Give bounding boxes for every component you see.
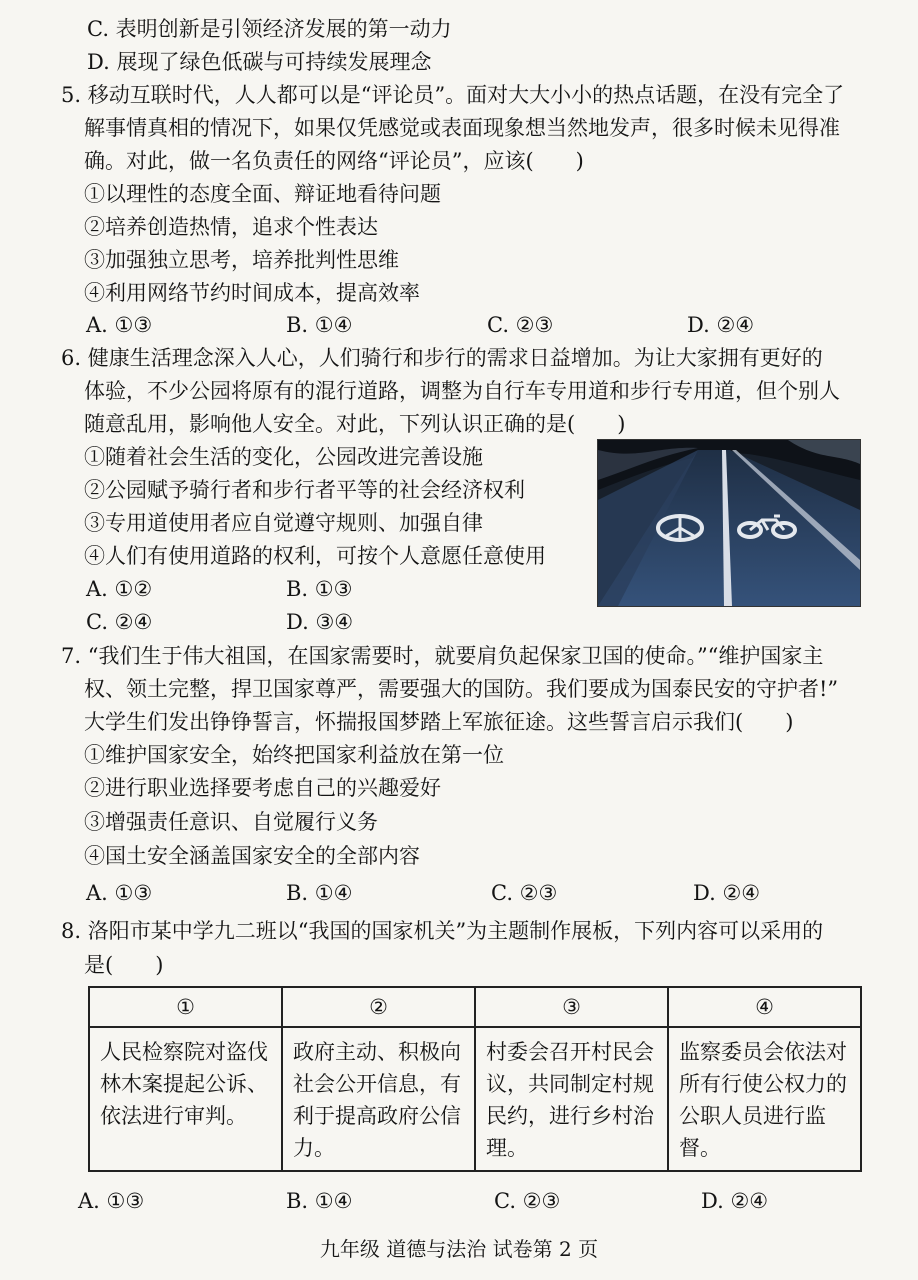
q7-item-3: ③增强责任意识、自觉履行义务	[84, 810, 378, 834]
q4-option-d: D. 展现了绿色低碳与可持续发展理念	[87, 50, 432, 74]
q7-item-4: ④国土安全涵盖国家安全的全部内容	[84, 844, 420, 868]
q8-option-c: C. ②③	[494, 1189, 561, 1213]
bike-lane-photo	[597, 439, 861, 607]
bike-lane-illustration	[598, 440, 860, 606]
q5-item-4: ④利用网络节约时间成本，提高效率	[84, 281, 420, 305]
q6-stem-line-3: 随意乱用，影响他人安全。对此，下列认识正确的是( )	[84, 412, 626, 436]
q4-option-c: C. 表明创新是引领经济发展的第一动力	[87, 17, 452, 41]
q8-cell-3: 村委会召开村民会议，共同制定村规民约，进行乡村治理。	[475, 1027, 668, 1171]
q5-option-b: B. ①④	[286, 313, 353, 337]
q6-item-4: ④人们有使用道路的权利，可按个人意愿任意使用	[84, 544, 546, 568]
q5-option-d: D. ②④	[687, 313, 755, 337]
q5-item-2: ②培养创造热情，追求个性表达	[84, 215, 378, 239]
q8-option-b: B. ①④	[286, 1189, 353, 1213]
page-footer: 九年级 道德与法治 试卷第 2 页	[319, 1237, 599, 1261]
q8-header-3: ③	[475, 987, 668, 1027]
q7-stem-line-2: 权、领土完整，捍卫国家尊严，需要强大的国防。我们要成为国泰民安的守护者!”	[84, 677, 839, 701]
q7-option-a: A. ①③	[86, 881, 153, 905]
q6-option-b: B. ①③	[286, 577, 353, 601]
q7-item-1: ①维护国家安全，始终把国家利益放在第一位	[84, 743, 504, 767]
q8-header-2: ②	[282, 987, 475, 1027]
q8-stem-line-2: 是( )	[84, 953, 164, 977]
q8-stem-line-1: 8. 洛阳市某中学九二班以“我国的国家机关”为主题制作展板，下列内容可以采用的	[61, 919, 824, 943]
q7-option-b: B. ①④	[286, 881, 353, 905]
q8-option-d: D. ②④	[701, 1189, 769, 1213]
q8-table-row	[89, 1027, 861, 1171]
q7-option-d: D. ②④	[693, 881, 761, 905]
q5-item-3: ③加强独立思考，培养批判性思维	[84, 248, 399, 272]
q7-stem-line-1: 7. “我们生于伟大祖国，在国家需要时，就要肩负起保家卫国的使命。”“维护国家主	[61, 644, 824, 668]
q6-item-3: ③专用道使用者应自觉遵守规则、加强自律	[84, 511, 483, 535]
q6-option-a: A. ①②	[86, 577, 153, 601]
q5-option-c: C. ②③	[487, 313, 554, 337]
q8-table	[88, 986, 862, 1172]
q5-item-1: ①以理性的态度全面、辩证地看待问题	[84, 182, 441, 206]
q5-stem-line-2: 解事情真相的情况下，如果仅凭感觉或表面现象想当然地发声，很多时候未见得准	[84, 116, 840, 140]
q8-table-header-row	[89, 987, 861, 1027]
q7-option-c: C. ②③	[491, 881, 558, 905]
q6-option-d: D. ③④	[286, 610, 354, 634]
q7-item-2: ②进行职业选择要考虑自己的兴趣爱好	[84, 776, 441, 800]
q7-stem-line-3: 大学生们发出铮铮誓言，怀揣报国梦踏上军旅征途。这些誓言启示我们( )	[84, 710, 794, 734]
q8-cell-4: 监察委员会依法对所有行使公权力的公职人员进行监督。	[668, 1027, 861, 1171]
q6-item-2: ②公园赋予骑行者和步行者平等的社会经济权利	[84, 478, 525, 502]
q8-cell-2: 政府主动、积极向社会公开信息，有利于提高政府公信力。	[282, 1027, 475, 1171]
q5-stem-line-3: 确。对此，做一名负责任的网络“评论员”，应该( )	[84, 149, 584, 173]
q5-option-a: A. ①③	[86, 313, 153, 337]
q8-header-4: ④	[668, 987, 861, 1027]
q6-option-c: C. ②④	[86, 610, 153, 634]
q8-option-a: A. ①③	[78, 1189, 145, 1213]
q6-item-1: ①随着社会生活的变化，公园改进完善设施	[84, 445, 483, 469]
q8-header-1: ①	[89, 987, 282, 1027]
q6-stem-line-1: 6. 健康生活理念深入人心，人们骑行和步行的需求日益增加。为让大家拥有更好的	[61, 346, 823, 370]
q6-stem-line-2: 体验，不少公园将原有的混行道路，调整为自行车专用道和步行专用道，但个别人	[84, 379, 840, 403]
q5-stem-line-1: 5. 移动互联时代，人人都可以是“评论员”。面对大大小小的热点话题，在没有完全了	[61, 83, 845, 107]
q8-cell-1: 人民检察院对盗伐林木案提起公诉、依法进行审判。	[89, 1027, 282, 1171]
